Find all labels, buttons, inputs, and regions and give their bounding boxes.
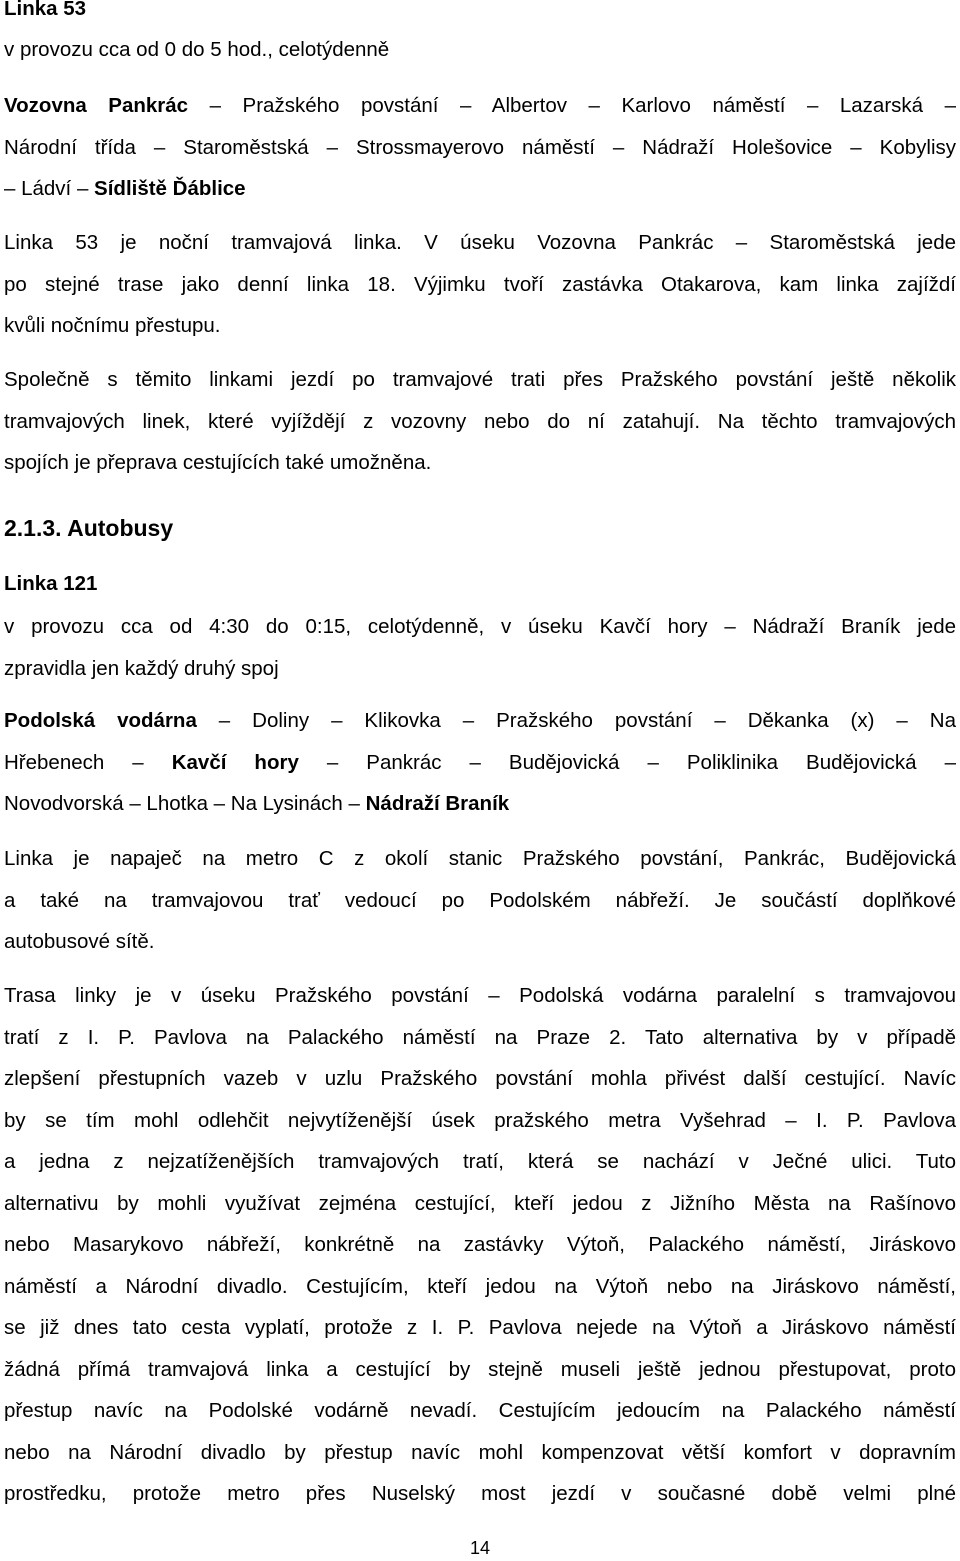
line-121-route [4,700,956,825]
paragraph-line: přestup navíc na Podolské vodárně nevadí. Cestujícím jedoucím na Palackého náměstí [4,1399,956,1422]
page-number: 14 [469,1538,491,1558]
paragraph-line: se již dnes tato cesta vyplatí, protože z I. P. Pavlova nejede na Výtoň a Jiráskovo náměstí [4,1316,956,1339]
line-121-feeder-paragraph [4,838,956,963]
route-segment: – Ládví – [4,177,95,200]
paragraph-line: Linka 53 je noční tramvajová linka. V úseku Vozovna Pankrác – Staroměstská jede [4,231,956,254]
line-121-route-analysis-paragraph [4,975,956,1515]
line-121-title: Linka 121 [4,572,98,595]
line-53-title-text: Linka 53 [4,0,87,20]
route-start-stop: Vozovna Pankrác [4,94,189,117]
paragraph-line: Trasa linky je v úseku Pražského povstání – Podolská vodárna paralelní s tramvajovou [4,984,956,1007]
route-rest: – Pražského povstání – Albertov – Karlovo náměstí – Lazarská – [188,94,956,117]
paragraph-line: tramvajových linek, které vyjíždějí z vozovny nebo do ní zatahují. Na těchto tramvajových [4,409,956,433]
paragraph-line: a jedna z nejzatíženějších tramvajových tratí, která se nachází v Ječné ulici. Tuto [4,1150,956,1173]
paragraph-line: by se tím mohl odlehčit nejvytíženější úsek pražského metra Vyšehrad – I. P. Pavlova [4,1108,956,1132]
route-start-stop: Podolská vodárna [4,709,197,732]
route-end-stop: Sídliště Ďáblice [94,177,246,200]
route-highlight-stop: Kavčí hory [171,750,299,774]
route-segment: – Doliny – Klikovka – Pražského povstání – Děkanka (x) – Na [196,709,956,732]
line-53-route [4,85,956,210]
line-53-description [4,222,956,347]
section-heading: 2.1.3. Autobusy [4,515,174,541]
paragraph-line: kvůli nočnímu přestupu. [4,314,221,337]
paragraph-line: tratí z I. P. Pavlova na Palackého náměstí na Praze 2. Tato alternativa by v případě [4,1025,956,1049]
line-53-title [4,0,956,23]
route-line [4,700,956,742]
route-line [4,85,956,127]
paragraph-line: alternativu by mohli využívat zejména cestující, kteří jedou z Jižního Města na Rašínovo [4,1191,956,1215]
paragraph-line: v provozu cca od 4:30 do 0:15, celotýdenně, v úseku Kavčí hory – Nádraží Braník jede [4,615,956,638]
paragraph-line: zpravidla jen každý druhý spoj [4,656,279,680]
route-line [4,742,956,784]
paragraph-line: nebo Masarykovo nábřeží, konkrétně na zastávky Výtoň, Palackého náměstí, Jiráskovo [4,1233,956,1256]
route-segment: Novodvorská – Lhotka – Na Lysinách – [4,792,366,815]
paragraph-line: Linka je napaječ na metro C z okolí stanic Pražského povstání, Pankrác, Budějovická [4,847,956,870]
paragraph-line: spojích je přeprava cestujících také umožněna. [4,451,432,474]
paragraph-line: Společně s těmito linkami jezdí po tramvajové trati přes Pražského povstání ještě několik [4,368,956,391]
shared-tram-paragraph [4,359,956,484]
route-line: Národní třída – Staroměstská – Strossmayerovo náměstí – Nádraží Holešovice – Kobylisy [4,135,956,159]
paragraph-line: prostředku, protože metro přes Nuselský most jezdí v současné době velmi plné [4,1482,956,1505]
paragraph-line: a také na tramvajovou trať vedoucí po Podolském nábřeží. Je součástí doplňkové [4,888,956,912]
paragraph-line: náměstí a Národní divadlo. Cestujícím, kteří jedou na Výtoň nebo na Jiráskovo náměstí, [4,1274,956,1298]
line-121-operation [4,606,956,689]
line-53-operation: v provozu cca od 0 do 5 hod., celotýdenně [4,38,390,61]
paragraph-line: zlepšení přestupních vazeb v uzlu Pražského povstání mohla přivést další cestující. Navíc [4,1067,956,1090]
paragraph-line: žádná přímá tramvajová linka a cestující by stejně museli ještě jednou přestupovat, proto [4,1357,956,1381]
paragraph-line: nebo na Národní divadlo by přestup navíc mohl kompenzovat větší komfort v dopravním [4,1440,956,1464]
route-line [4,783,956,825]
route-line [4,168,956,210]
paragraph-line: autobusové sítě. [4,930,155,953]
paragraph-line: po stejné trase jako denní linka 18. Výjimku tvoří zastávka Otakarova, kam linka zajíždí [4,272,956,296]
route-end-stop: Nádraží Braník [365,792,510,815]
route-segment: – Pankrác – Budějovická – Poliklinika Budějovická – [298,750,956,774]
route-segment: Hřebenech – [4,750,172,774]
